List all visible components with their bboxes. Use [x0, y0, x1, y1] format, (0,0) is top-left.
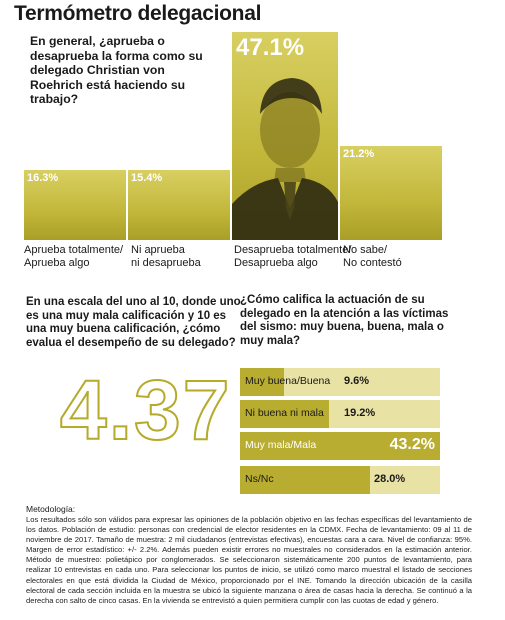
- score-question: En una escala del uno al 10, donde uno es una muy mala calificación y 10 es una muy buena calificación, ¿cómo evalua el desempeño de su delegado?: [26, 296, 241, 349]
- earthquake-question: ¿Cómo califica la actuación de su delegado en la atención a las víctimas del sismo: muy buena, buena, mala o muy mala?: [240, 294, 449, 347]
- score-value: 4.37: [60, 363, 232, 457]
- approval-question: En general, ¿aprueba o desaprueba la forma como su delegado Christian von Roehrich está haciendo su trabajo?: [30, 34, 203, 106]
- methodology-text: Los resultados sólo son válidos para expresar las opiniones de la población objetivo en las fechas específicas del levantamiento de los datos. Población de estudio: personas con credencial de elector residentes en la CDMX. Fecha de levantamiento: 09 al 11 de noviembre de 2017. Tamaño de muestra: 2 mil ciudadanos (entrevistas efectivas), encuestas cara a cara. Nivel de confianza: 95%. Margen de error estadístico: +/- 2.2%. Además pueden existir errores no muestrales no considerados en la estimación anterior. Método de muestreo: polietápico por conglomerados. Se seleccionaron sistemáticamente 200 puntos de levantamiento, para realizar 10 entrevistas en cada uno. Para seleccionar los puntos de inicio, se utilizó como marco muestral el listado de secciones electorales en que está dividida la Ciudad de México, proporcionado por el INE. Tomando la dirección ubicación de la casilla electoral de cada sección incluida en la muestra se ubicó la siguiente manzana o área de casas hacia la derecha. Se continuó a la derecha con salto de cinco casas. En la vivienda se entrevistó a quien permitiera cumplir con las cuotas de edad y género.: [26, 515, 472, 605]
- approval-tile-neutral: [128, 170, 230, 240]
- approval-value: 16.3%: [27, 172, 59, 184]
- rating-bar-row: [240, 466, 440, 494]
- approval-label-approve: Aprueba totalmente/ Aprueba algo: [24, 244, 124, 269]
- rating-bar-value: 19.2%: [344, 407, 376, 419]
- rating-bar-label: Muy mala/Mala: [245, 439, 317, 451]
- methodology-title: Metodología:: [26, 504, 76, 514]
- approval-label-disapprove: Desaprueba totalmente/ Desaprueba algo: [234, 244, 352, 269]
- approval-value: 15.4%: [131, 172, 163, 184]
- rating-bar-label: Muy buena/Buena: [245, 375, 331, 387]
- approval-label-dk: No sabe/ No contestó: [343, 244, 402, 269]
- rating-bar-label: Ni buena ni mala: [245, 407, 324, 419]
- rating-bar-value: 43.2%: [389, 436, 435, 453]
- approval-tile-dk: [340, 146, 442, 240]
- approval-tile-disapprove: [232, 32, 338, 240]
- rating-bar-row: [240, 432, 440, 460]
- person-photo-icon: [232, 32, 338, 240]
- approval-value: 21.2%: [343, 148, 375, 160]
- approval-label-neutral: Ni aprueba ni desaprueba: [131, 244, 201, 269]
- rating-bar-value: 9.6%: [344, 375, 370, 387]
- rating-bar-label: Ns/Nc: [245, 473, 274, 485]
- rating-bar-row: [240, 400, 440, 428]
- approval-tile-approve: [24, 170, 126, 240]
- rating-bar-row: [240, 368, 440, 396]
- approval-value: 47.1%: [236, 34, 305, 61]
- rating-bar-value: 28.0%: [374, 473, 406, 485]
- page-title: Termómetro delegacional: [14, 2, 262, 25]
